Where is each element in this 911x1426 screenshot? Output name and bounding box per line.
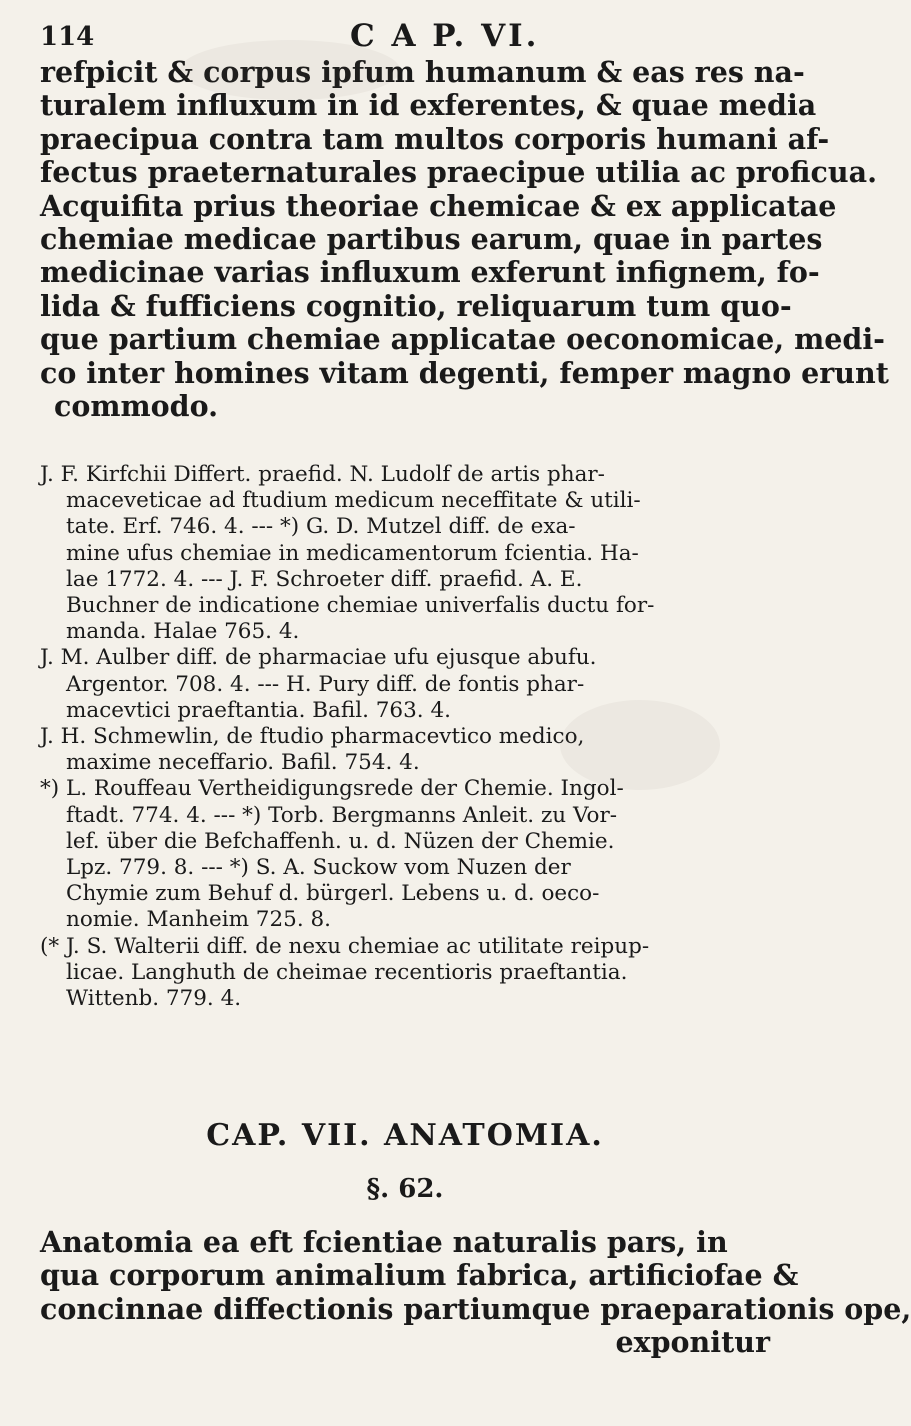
section-paragraph bbox=[40, 1225, 911, 1360]
footnote-line: nomie. Manheim 725. 8. bbox=[66, 907, 332, 933]
footnote-line: mine ufus chemiae in medicamentorum fcientia. Ha- bbox=[66, 540, 639, 566]
footnote-line: J. H. Schmewlin, de ftudio pharmacevtico medico, bbox=[40, 724, 585, 750]
body-line: Acquifita prius theoriae chemicae & ex applicatae bbox=[40, 188, 837, 223]
body-line: refpicit & corpus ipfum humanum & eas res na- bbox=[40, 55, 805, 89]
chapter-heading: CAP. VII. ANATOMIA. bbox=[206, 1118, 604, 1153]
section-line: Anatomia ea eft fcientiae naturalis pars, in bbox=[40, 1225, 728, 1259]
footnote-line: maxime neceffario. Bafil. 754. 4. bbox=[66, 750, 420, 776]
footnote-line: maceveticae ad ftudium medicum neceffitate & utili- bbox=[66, 488, 641, 514]
page-number: 114 bbox=[40, 22, 95, 52]
footnote-line: J. F. Kirfchii Differt. praefid. N. Ludolf de artis phar- bbox=[40, 462, 605, 487]
footnote-line: Lpz. 779. 8. --- *) S. A. Suckow vom Nuzen der bbox=[66, 855, 571, 881]
footnote-line: J. M. Aulber diff. de pharmaciae ufu ejusque abufu. bbox=[40, 645, 597, 671]
footnote-line: lae 1772. 4. --- J. F. Schroeter diff. praefid. A. E. bbox=[66, 566, 583, 592]
footnote-line: *) L. Rouffeau Vertheidigungsrede der Chemie. Ingol- bbox=[40, 776, 624, 802]
section-heading: §. 62. bbox=[366, 1174, 444, 1204]
section-line: qua corporum animalium fabrica, artificiofae & bbox=[40, 1258, 799, 1293]
footnote-line: Argentor. 708. 4. --- H. Pury diff. de fontis phar- bbox=[66, 671, 585, 697]
body-line: lida & fufficiens cognitio, reliquarum tum quo- bbox=[40, 288, 792, 323]
footnote-line: Buchner de indicatione chemiae univerfalis ductu for- bbox=[66, 593, 655, 619]
footnote-line: macevtici praeftantia. Bafil. 763. 4. bbox=[66, 697, 451, 723]
body-line: chemiae medicae partibus earum, quae in partes bbox=[40, 222, 823, 257]
body-line: praecipua contra tam multos corporis humani af- bbox=[40, 121, 830, 156]
body-line: turalem influxum in id exferentes, & quae media bbox=[40, 88, 817, 123]
section-line: concinnae diffectionis partiumque praeparationis ope, bbox=[40, 1291, 911, 1326]
body-paragraph bbox=[40, 55, 889, 424]
footnote-line: tate. Erf. 746. 4. --- *) G. D. Mutzel diff. de exa- bbox=[66, 514, 576, 540]
body-line: que partium chemiae applicatae oeconomicae, medi- bbox=[40, 322, 885, 357]
body-line: commodo. bbox=[54, 389, 219, 424]
body-line: co inter homines vitam degenti, femper magno erunt bbox=[40, 355, 889, 390]
footnote-line: (* J. S. Walterii diff. de nexu chemiae ac utilitate reipup- bbox=[40, 933, 650, 959]
footnote-line: Wittenb. 779. 4. bbox=[66, 986, 242, 1012]
body-line: medicinae varias influxum exferunt infignem, fo- bbox=[40, 255, 820, 290]
footnote-line: ftadt. 774. 4. --- *) Torb. Bergmanns Anleit. zu Vor- bbox=[66, 802, 618, 828]
footnote-line: Chymie zum Behuf d. bürgerl. Lebens u. d. oeco- bbox=[66, 881, 600, 907]
running-head bbox=[40, 18, 770, 58]
body-line: fectus praeternaturales praecipue utilia ac proficua. bbox=[40, 155, 877, 190]
section-line: exponitur bbox=[615, 1325, 770, 1360]
footnote-line: licae. Langhuth de cheimae recentioris praeftantia. bbox=[66, 959, 628, 985]
footnote-line: lef. über die Befchaffenh. u. d. Nüzen der Chemie. bbox=[66, 828, 615, 854]
footnotes bbox=[40, 462, 770, 1012]
footnote-line: manda. Halae 765. 4. bbox=[66, 619, 300, 645]
book-page bbox=[40, 0, 911, 1426]
running-title: C A P. VI. bbox=[350, 18, 540, 54]
